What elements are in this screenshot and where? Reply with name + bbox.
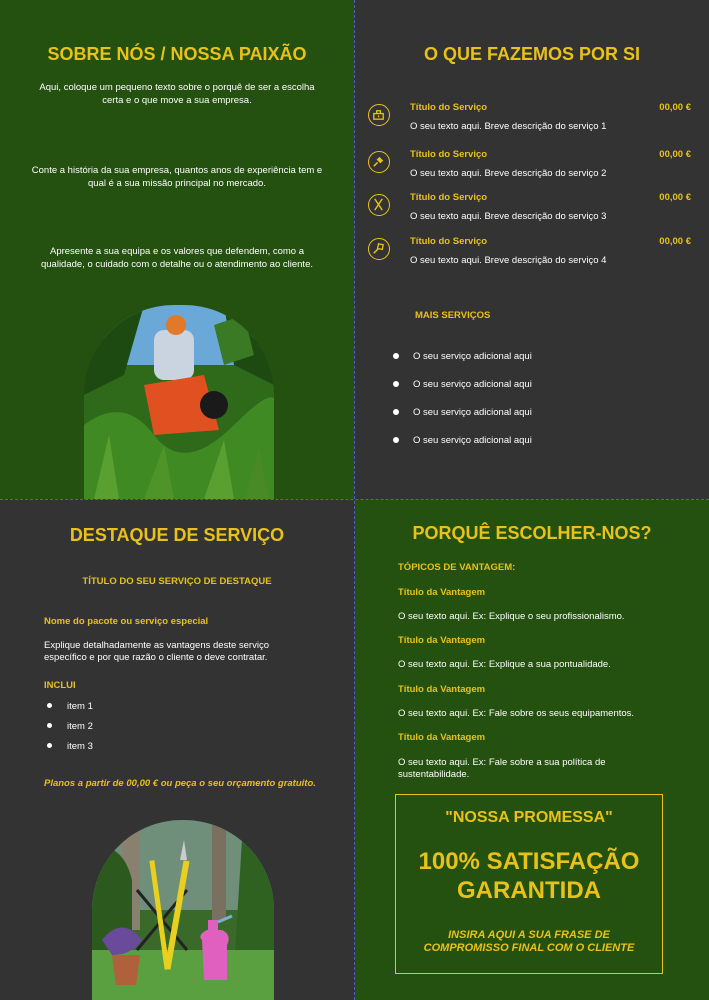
advantage-text: O seu texto aqui. Ex: Fale sobre a sua política de sustentabilidade. — [398, 757, 606, 780]
more-service-item: O seu serviço adicional aqui — [413, 351, 532, 362]
advantage-title: Título da Vantagem — [398, 684, 486, 695]
bullet — [393, 381, 399, 387]
bullet — [47, 743, 52, 748]
include-item: item 2 — [67, 721, 93, 732]
more-service-item: O seu serviço adicional aqui — [413, 407, 532, 418]
about-paragraph-2: Conte a história da sua empresa, quantos anos de experiência tem e qual é a sua missão principal no mercado. — [31, 165, 323, 189]
highlight-panel — [0, 500, 354, 1000]
service-item — [355, 102, 709, 142]
service-title: Título do Serviço — [410, 149, 488, 160]
shears-icon — [368, 194, 390, 216]
advantage-title: Título da Vantagem — [398, 732, 486, 743]
highlight-title: DESTAQUE DE SERVIÇO — [69, 525, 285, 545]
bullet — [47, 703, 52, 708]
service-price: 00,00 € — [659, 192, 691, 203]
highlight-description: Explique detalhadamente as vantagens deste serviço específico e por que razão o cliente o deve contratar. — [44, 640, 269, 663]
service-item — [355, 149, 709, 189]
service-title: Título do Serviço — [410, 236, 488, 247]
shovel-icon — [368, 151, 390, 173]
service-description: O seu texto aqui. Breve descrição do serviço 3 — [410, 211, 607, 222]
about-paragraph-1: Aqui, coloque um pequeno texto sobre o porquê de ser a escolha certa e o que move a sua empresa. — [39, 82, 315, 106]
vertical-divider — [354, 0, 355, 1000]
about-paragraph-3: Apresente a sua equipa e os valores que defendem, como a qualidade, o cuidado com o detalhe ou o atendimento ao cliente. — [40, 246, 313, 270]
garden-tools-photo — [92, 820, 274, 1000]
trowel-icon — [368, 238, 390, 260]
advantage-text: O seu texto aqui. Ex: Explique o seu profissionalismo. — [398, 611, 625, 622]
promise-headline: 100% SATISFAÇÃO GARANTIDA — [418, 848, 640, 904]
services-title: O QUE FAZEMOS POR SI — [423, 44, 641, 64]
service-price: 00,00 € — [659, 149, 691, 160]
promise-subtext: INSIRA AQUI A SUA FRASE DE COMPROMISSO FINAL COM O CLIENTE — [423, 929, 635, 954]
horizontal-divider — [0, 499, 709, 500]
more-services-title: MAIS SERVIÇOS — [415, 310, 491, 321]
package-name: Nome do pacote ou serviço especial — [44, 616, 209, 627]
bullet — [47, 723, 52, 728]
bullet — [393, 409, 399, 415]
why-panel — [355, 500, 709, 1000]
include-item: item 3 — [67, 741, 93, 752]
promise-title: "NOSSA PROMESSA" — [445, 809, 613, 826]
more-service-item: O seu serviço adicional aqui — [413, 379, 532, 390]
service-description: O seu texto aqui. Breve descrição do serviço 2 — [410, 168, 607, 179]
services-panel — [355, 0, 709, 499]
more-service-item: O seu serviço adicional aqui — [413, 435, 532, 446]
service-price: 00,00 € — [659, 236, 691, 247]
service-item — [355, 192, 709, 232]
topics-label: TÓPICOS DE VANTAGEM: — [398, 562, 516, 573]
why-title: PORQUÊ ESCOLHER-NOS? — [412, 523, 652, 543]
advantage-text: O seu texto aqui. Ex: Explique a sua pontualidade. — [398, 659, 611, 670]
highlight-subtitle: TÍTULO DO SEU SERVIÇO DE DESTAQUE — [82, 576, 272, 587]
gardener-photo — [84, 305, 274, 499]
bullet — [393, 437, 399, 443]
advantage-title: Título da Vantagem — [398, 635, 486, 646]
about-title: SOBRE NÓS / NOSSA PAIXÃO — [47, 44, 307, 64]
service-title: Título do Serviço — [410, 102, 488, 113]
service-description: O seu texto aqui. Breve descrição do serviço 1 — [410, 121, 607, 132]
promise-box — [395, 794, 663, 974]
pricing-note: Planos a partir de 00,00 € ou peça o seu orçamento gratuito. — [44, 778, 316, 789]
service-item — [355, 236, 709, 276]
bullet — [393, 353, 399, 359]
includes-label: INCLUI — [44, 680, 76, 691]
include-item: item 1 — [67, 701, 93, 712]
toolbox-icon — [368, 104, 390, 126]
advantage-title: Título da Vantagem — [398, 587, 486, 598]
service-title: Título do Serviço — [410, 192, 488, 203]
service-description: O seu texto aqui. Breve descrição do serviço 4 — [410, 255, 607, 266]
about-panel — [0, 0, 354, 499]
advantage-text: O seu texto aqui. Ex: Fale sobre os seus equipamentos. — [398, 708, 635, 719]
service-price: 00,00 € — [659, 102, 691, 113]
